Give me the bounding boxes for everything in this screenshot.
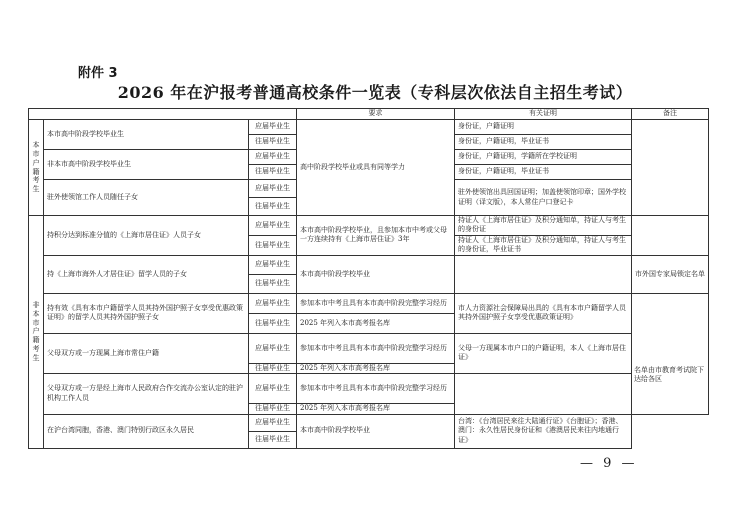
status-cell: 应届毕业生	[249, 255, 297, 274]
category-cell: 父母双方或一方现属上海市常住户籍	[44, 333, 249, 373]
status-cell: 应届毕业生	[249, 374, 297, 404]
note-overlay-r8: 名单由市教育考试院下达给各区	[634, 366, 704, 384]
page-number: — 9 —	[580, 456, 638, 471]
proof-cell: 身份证，户籍证明，毕业证书	[455, 135, 632, 150]
status-cell: 往届毕业生	[249, 313, 297, 333]
requirement-cell: 本市高中阶段学校毕业，且参加本市中考或父母一方连续持有《上海市居住证》3年	[297, 216, 455, 256]
group-label-nonlocal: 非本市户籍考生	[29, 216, 44, 449]
status-cell: 往届毕业生	[249, 235, 297, 255]
requirement-cell: 参加本市中考且具有本市高中阶段完整学习经历	[297, 333, 455, 363]
header-note: 备注	[632, 109, 709, 120]
proof-cell: 身份证，户籍证明，毕业证书	[455, 165, 632, 180]
attachment-label: 附件 3	[78, 66, 118, 81]
note-cell: 市外国专家局锁定名单	[632, 255, 709, 293]
table-row	[29, 255, 709, 274]
status-cell: 往届毕业生	[249, 431, 297, 448]
status-cell: 往届毕业生	[249, 363, 297, 373]
category-cell: 父母双方或一方是经上海市人民政府合作交流办公室认定的驻沪机构工作人员	[44, 374, 249, 414]
category-cell: 持有效《具有本市户籍留学人员其持外国护照子女享受优惠政策证明》的留学人员其持外国护照子女	[44, 293, 249, 333]
table-row	[29, 216, 709, 236]
page-title: 2026 年在沪报考普通高校条件一览表（专科层次依法自主招生考试）	[117, 83, 633, 102]
status-cell: 应届毕业生	[249, 216, 297, 236]
group-label-local: 本市户籍考生	[29, 120, 44, 216]
proof-cell: 驻外使领馆出具回国证明；加盖使领馆印章；国外学校证明（译文版），本人常住户口登记卡	[455, 180, 632, 216]
requirement-cell: 2025 年列入本市高考报名库	[297, 363, 455, 373]
proof-cell: 持证人《上海市居住证》及积分通知单，持证人与考生的身份证，毕业证书	[455, 235, 632, 255]
table-row	[29, 120, 709, 135]
header-requirement: 要求	[297, 109, 455, 120]
proof-cell	[455, 255, 632, 293]
status-cell: 往届毕业生	[249, 404, 297, 414]
table-row	[29, 374, 709, 384]
status-cell: 往届毕业生	[249, 135, 297, 150]
status-cell: 应届毕业生	[249, 150, 297, 165]
status-cell: 往届毕业生	[249, 165, 297, 180]
status-cell: 应届毕业生	[249, 293, 297, 313]
category-cell: 持积分达到标准分值的《上海市居住证》人员子女	[44, 216, 249, 256]
category-cell: 驻外使领馆工作人员随任子女	[44, 180, 249, 216]
proof-cell: 父母一方现属本市户口的户籍证明，本人《上海市居住证》	[455, 333, 632, 373]
requirement-cell: 本市高中阶段学校毕业	[297, 414, 455, 448]
proof-cell	[455, 374, 632, 414]
note-cell	[632, 120, 709, 216]
header-blank	[29, 109, 297, 120]
proof-cell: 身份证，户籍证明，学籍所在学校证明	[455, 150, 632, 165]
status-cell: 应届毕业生	[249, 333, 297, 363]
table-row	[29, 293, 709, 303]
conditions-table	[28, 108, 709, 449]
status-cell: 应届毕业生	[249, 180, 297, 198]
requirement-cell: 2025 年列入本市高考报名库	[297, 313, 455, 333]
proof-cell: 台湾：《台湾居民来往大陆通行证》《台胞证》；香港、澳门：永久性居民身份证和《港澳居民来往内地通行证》	[455, 414, 632, 448]
proof-cell: 身份证，户籍证明	[455, 120, 632, 135]
requirement-cell: 参加本市中考且具有本市高中阶段完整学习经历	[297, 374, 455, 404]
status-cell: 往届毕业生	[249, 274, 297, 293]
status-cell: 应届毕业生	[249, 120, 297, 135]
requirement-cell: 本市高中阶段学校毕业	[297, 255, 455, 293]
requirement-cell: 2025 年列入本市高考报名库	[297, 404, 455, 414]
requirement-cell: 高中阶段学校毕业或具有同等学力	[297, 120, 455, 216]
note-cell	[632, 216, 709, 256]
category-cell: 持《上海市海外人才居住证》留学人员的子女	[44, 255, 249, 293]
status-cell: 往届毕业生	[249, 198, 297, 216]
proof-cell: 持证人《上海市居住证》及积分通知单，持证人与考生的身份证	[455, 216, 632, 236]
table-header-row	[29, 109, 709, 120]
category-cell: 在沪台湾同胞，香港、澳门特别行政区永久居民	[44, 414, 249, 448]
table-row	[29, 333, 709, 343]
category-cell: 本市高中阶段学校毕业生	[44, 120, 249, 150]
requirement-cell: 参加本市中考且具有本市高中阶段完整学习经历	[297, 293, 455, 313]
category-cell: 非本市高中阶段学校毕业生	[44, 150, 249, 180]
note-cell	[632, 293, 709, 414]
table-row	[29, 414, 709, 431]
proof-cell: 市人力资源社会保障局出具的《具有本市户籍留学人员其持外国护照子女享受优惠政策证明》	[455, 293, 632, 333]
status-cell: 应届毕业生	[249, 414, 297, 431]
header-proof: 有关证明	[455, 109, 632, 120]
